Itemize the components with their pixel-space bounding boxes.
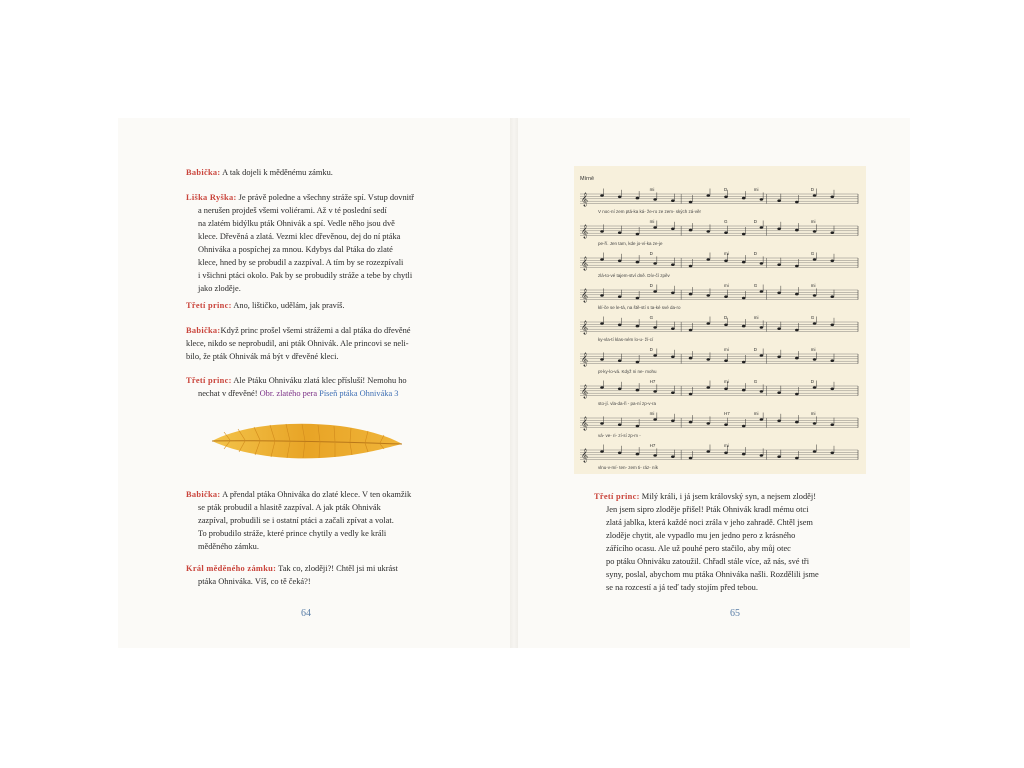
note-head	[618, 260, 622, 263]
feather-illustration	[210, 418, 404, 464]
note-head	[600, 294, 604, 297]
dialogue-text: To probudilo stráže, které prince chytily a vedly ke králi	[198, 529, 387, 538]
note-head	[671, 199, 675, 202]
chord-symbol: D	[649, 347, 653, 352]
dialogue-text: a nerušen projdeš všemi voliérami. Až v té poslední sedí	[198, 206, 387, 215]
note-head	[742, 425, 746, 428]
note-head	[795, 229, 799, 232]
note-head	[813, 258, 817, 261]
note-head	[795, 357, 799, 360]
note-head	[636, 197, 640, 200]
note-head	[706, 194, 710, 197]
note-head	[830, 231, 834, 234]
note-head	[689, 229, 693, 232]
note-head	[742, 197, 746, 200]
note-head	[636, 361, 640, 364]
lyric-line: pt-ky-lo-vá. Když ni ne- mohu	[598, 369, 657, 374]
note-head	[724, 260, 728, 263]
treble-clef-icon: 𝄞	[581, 224, 589, 238]
note-head	[706, 230, 710, 233]
note-head	[777, 263, 781, 266]
chord-symbol: D	[649, 251, 653, 256]
lyric-line: klí-če se le-tá, na ště-stí s ta-ké své da-ro	[598, 305, 681, 310]
note-head	[636, 389, 640, 392]
note-head	[777, 228, 781, 231]
note-head	[636, 325, 640, 328]
note-head	[671, 228, 675, 231]
dialogue-text: Ohniváka a pospíchej za mnou. Kdybys dal Ptáka do zlaté	[198, 245, 393, 254]
paragraph-8	[594, 490, 819, 594]
note-head	[600, 194, 604, 197]
note-head	[636, 261, 640, 264]
note-head	[706, 294, 710, 297]
note-head	[795, 329, 799, 332]
note-head	[795, 457, 799, 460]
speaker-label: Třetí princ:	[594, 492, 640, 501]
note-head	[830, 388, 834, 391]
book-spread	[118, 118, 910, 648]
note-head	[600, 258, 604, 261]
dialogue-text: Tak co, zloději?! Chtěl jsi mi ukrást	[278, 564, 398, 573]
note-head	[795, 421, 799, 424]
note-head	[653, 262, 657, 265]
note-head	[689, 357, 693, 360]
note-head	[653, 290, 657, 293]
treble-clef-icon: 𝄞	[581, 448, 589, 462]
note-head	[760, 354, 764, 357]
note-head	[618, 423, 622, 426]
paragraph-5	[186, 374, 407, 400]
dialogue-text: klece, hned by se probudil a zazpíval. A tím by se rozezpívali	[198, 258, 404, 267]
speaker-label: Babička:	[186, 490, 221, 499]
dialogue-text: nechat v dřevěné!	[198, 389, 258, 398]
chord-symbol: D	[753, 251, 758, 256]
note-head	[724, 359, 728, 362]
dialogue-text: Je právě poledne a všechny stráže spí. Vstup dovnitř	[238, 193, 415, 202]
note-head	[724, 324, 728, 327]
note-head	[689, 265, 693, 268]
note-head	[671, 391, 675, 394]
note-head	[618, 324, 622, 327]
note-head	[830, 324, 834, 327]
chord-symbol: G	[810, 315, 815, 320]
note-head	[813, 322, 817, 325]
dialogue-text: se pták probudil a hlasitě zazpíval. A jak pták Ohnivák	[198, 503, 381, 512]
note-head	[618, 295, 622, 298]
treble-clef-icon: 𝄞	[581, 416, 589, 430]
dialogue-text: jako zloděje.	[198, 284, 241, 293]
note-head	[813, 386, 817, 389]
chord-symbol: D	[753, 219, 758, 224]
note-head	[689, 393, 693, 396]
note-head	[653, 418, 657, 421]
chord-symbol: D	[810, 187, 815, 192]
chord-symbol: mi	[810, 283, 816, 288]
dialogue-text: klece. Dřevěná a zlatá. Vezmi klec dřevěnou, dej do ní ptáka	[198, 232, 401, 241]
chord-symbol: mi	[649, 187, 655, 192]
chord-symbol: mi	[753, 411, 759, 416]
chord-symbol: mi	[810, 411, 816, 416]
paragraph-7	[186, 562, 398, 588]
note-head	[724, 423, 728, 426]
treble-clef-icon: 𝄞	[581, 288, 589, 302]
tempo-marking: Mírně	[580, 176, 595, 182]
dialogue-text: Milý králi, i já jsem královský syn, a nejsem zloděj!	[641, 492, 817, 501]
note-head	[777, 199, 781, 202]
note-head	[813, 422, 817, 425]
left-page	[118, 118, 510, 648]
note-head	[760, 390, 764, 393]
chord-symbol: D	[753, 347, 758, 352]
note-head	[742, 297, 746, 300]
speaker-label: Babička:	[186, 326, 221, 335]
treble-clef-icon: 𝄞	[581, 320, 589, 334]
chord-symbol: mi	[724, 347, 729, 352]
chord-symbol: mi	[724, 283, 729, 288]
chord-symbol: mi	[753, 187, 759, 192]
dialogue-text: Ale Ptáku Ohniváku zlatá klec přísluší! Nemohu ho	[233, 376, 407, 385]
note-head	[636, 425, 640, 428]
right-page	[518, 118, 910, 648]
illustration-note: Obr. zlatého pera	[259, 389, 318, 398]
treble-clef-icon: 𝄞	[581, 384, 589, 398]
note-head	[671, 292, 675, 295]
treble-clef-icon: 𝄞	[581, 352, 589, 366]
chord-symbol: mi	[649, 411, 655, 416]
chord-symbol: D	[649, 283, 653, 288]
chord-symbol: mi	[810, 347, 816, 352]
note-head	[777, 356, 781, 359]
note-head	[671, 356, 675, 359]
lyric-line: sto-jí. vla-da-ři - pa-ní zp-v-ra	[598, 401, 657, 406]
paragraph-3	[186, 299, 345, 312]
chord-symbol: mi	[753, 315, 759, 320]
note-head	[600, 422, 604, 425]
note-head	[830, 196, 834, 199]
chord-symbol: G	[753, 283, 758, 288]
note-head	[777, 327, 781, 330]
note-head	[813, 294, 817, 297]
chord-symbol: D	[810, 379, 815, 384]
dialogue-text: Ano, lištičko, udělám, jak pravíš.	[233, 301, 345, 310]
note-head	[724, 388, 728, 391]
note-head	[813, 230, 817, 233]
chord-symbol: mi	[724, 443, 729, 448]
dialogue-text: zazpíval, probudili se i ostatní ptáci a začali zpívat a volat.	[198, 516, 394, 525]
speaker-label: Třetí princ:	[186, 376, 232, 385]
note-head	[760, 418, 764, 421]
dialogue-text: po ptáku Ohniváku zatoužil. Chřadl stále více, až nás, své tři	[606, 557, 810, 566]
note-head	[600, 322, 604, 325]
note-head	[830, 260, 834, 263]
chord-symbol: mi	[810, 219, 816, 224]
book-gutter	[510, 118, 518, 648]
chord-symbol: D	[724, 187, 728, 192]
note-head	[795, 293, 799, 296]
note-head	[777, 455, 781, 458]
note-head	[706, 358, 710, 361]
note-head	[742, 389, 746, 392]
note-head	[653, 354, 657, 357]
dialogue-text: bilo, že pták Ohnivák má být v dřevěné kleci.	[186, 352, 339, 361]
paragraph-2	[186, 191, 414, 295]
note-head	[813, 358, 817, 361]
note-head	[830, 452, 834, 455]
dialogue-text: se na rozcestí a já teď tady stojím před tebou.	[606, 583, 758, 592]
note-head	[600, 450, 604, 453]
note-head	[777, 292, 781, 295]
chord-symbol: D	[724, 315, 728, 320]
dialogue-text: zářícího ocasu. Ale už pouhé pero stačilo, aby můj otec	[606, 544, 791, 553]
note-head	[653, 390, 657, 393]
note-head	[706, 258, 710, 261]
dialogue-text: Když princ prošel všemi strážemi a dal ptáka do dřevěné	[220, 326, 411, 335]
speaker-label: Král měděného zámku:	[186, 564, 277, 573]
note-head	[724, 452, 728, 455]
speaker-label: Liška Ryška:	[186, 193, 237, 202]
note-head	[795, 393, 799, 396]
note-head	[760, 290, 764, 293]
note-head	[636, 297, 640, 300]
note-head	[830, 423, 834, 426]
note-head	[618, 359, 622, 362]
note-head	[653, 326, 657, 329]
note-head	[706, 322, 710, 325]
speaker-label: Babička:	[186, 168, 221, 177]
note-head	[742, 361, 746, 364]
lyric-line: vá- ve- ri- zí-sí zp-m -	[598, 433, 641, 438]
paragraph-6	[186, 488, 411, 553]
dialogue-text: zlatá jablka, která každé noci zrála v jeho zahradě. Chtěl jsem	[606, 518, 813, 527]
lyric-line: V noc-ní zem ptá-ka ká- že-ro ze zem- ských zá-věr	[598, 209, 702, 214]
chord-symbol: mi	[724, 379, 729, 384]
note-head	[742, 325, 746, 328]
note-head	[689, 457, 693, 460]
speaker-label: Třetí princ:	[186, 301, 232, 310]
note-head	[706, 450, 710, 453]
note-head	[760, 198, 764, 201]
note-head	[689, 421, 693, 424]
dialogue-text: syny, poslal, abychom mu ptáka Ohniváka našli. Rozdělili jsme	[606, 570, 819, 579]
note-head	[724, 295, 728, 298]
note-head	[618, 388, 622, 391]
note-head	[760, 326, 764, 329]
paragraph-1	[186, 166, 333, 179]
note-head	[760, 454, 764, 457]
note-head	[760, 226, 764, 229]
chord-symbol: G	[753, 379, 758, 384]
note-head	[636, 233, 640, 236]
note-head	[830, 359, 834, 362]
note-head	[600, 230, 604, 233]
chord-symbol: H7	[649, 379, 656, 384]
dialogue-text: měděného zámku.	[198, 542, 259, 551]
sheet-music	[574, 166, 866, 474]
note-head	[653, 454, 657, 457]
page-number-right: 65	[730, 608, 740, 619]
chord-symbol: G	[649, 315, 654, 320]
note-head	[689, 293, 693, 296]
chord-symbol: G	[724, 219, 728, 224]
chord-symbol: H7	[649, 443, 656, 448]
note-head	[813, 194, 817, 197]
note-head	[742, 453, 746, 456]
note-head	[724, 196, 728, 199]
note-head	[706, 386, 710, 389]
note-head	[689, 201, 693, 204]
note-head	[653, 226, 657, 229]
note-head	[813, 450, 817, 453]
lyric-line: vlnu-v-mí- ten- zem ti- ráz- ník	[598, 465, 659, 470]
song-note: Píseň ptáka Ohniváka 3	[319, 389, 399, 398]
note-head	[653, 198, 657, 201]
chord-symbol: mi	[649, 219, 655, 224]
page-number-left: 64	[301, 608, 311, 619]
note-head	[689, 329, 693, 332]
note-head	[742, 261, 746, 264]
chord-symbol: mi	[724, 251, 729, 256]
lyric-line: zlá-to-vé tajem-ství dně. Dív-čí zpěv	[598, 273, 670, 278]
note-head	[795, 265, 799, 268]
chord-symbol: H7	[724, 411, 730, 416]
note-head	[671, 455, 675, 458]
note-head	[618, 196, 622, 199]
dialogue-text: ptáka Ohniváka. Víš, co tě čeká?!	[198, 577, 311, 586]
note-head	[671, 420, 675, 423]
dialogue-text: klece, nikdo se neprobudil, ani pták Ohnivák. Ale princovi se neli-	[186, 339, 409, 348]
lyric-line: pe-ří. Jen tam, kde jo-ví-ka ze-je	[598, 241, 663, 246]
note-head	[671, 327, 675, 330]
note-head	[795, 201, 799, 204]
dialogue-text: A přendal ptáka Ohniváka do zlaté klece. V ten okamžik	[222, 490, 412, 499]
note-head	[777, 420, 781, 423]
note-head	[830, 295, 834, 298]
dialogue-text: na zlatém bidýlku pták Ohnivák a spí. Vedle něho jsou dvě	[198, 219, 395, 228]
note-head	[760, 262, 764, 265]
note-head	[636, 453, 640, 456]
note-head	[742, 233, 746, 236]
note-head	[706, 422, 710, 425]
note-head	[600, 386, 604, 389]
dialogue-text: zloděje chytit, ale vypadlo mu jen jedno pero z krásného	[606, 531, 796, 540]
music-staves	[574, 166, 866, 474]
note-head	[671, 263, 675, 266]
note-head	[618, 452, 622, 455]
note-head	[724, 231, 728, 234]
paragraph-4	[186, 324, 411, 363]
treble-clef-icon: 𝄞	[581, 192, 589, 206]
dialogue-text: Jen jsem sipro zloděje přišel! Pták Ohnivák kradl mému otci	[606, 505, 809, 514]
dialogue-text: A tak dojeli k měděnému zámku.	[222, 168, 333, 177]
note-head	[777, 391, 781, 394]
treble-clef-icon: 𝄞	[581, 256, 589, 270]
note-head	[618, 231, 622, 234]
dialogue-text: i všichni ptáci okolo. Pak by se probudily stráže a tebe by chytli	[198, 271, 413, 280]
chord-symbol: G	[810, 251, 815, 256]
note-head	[600, 358, 604, 361]
lyric-line: ky-vla-tí klas-ném lo-u- ží-cí	[598, 337, 654, 342]
